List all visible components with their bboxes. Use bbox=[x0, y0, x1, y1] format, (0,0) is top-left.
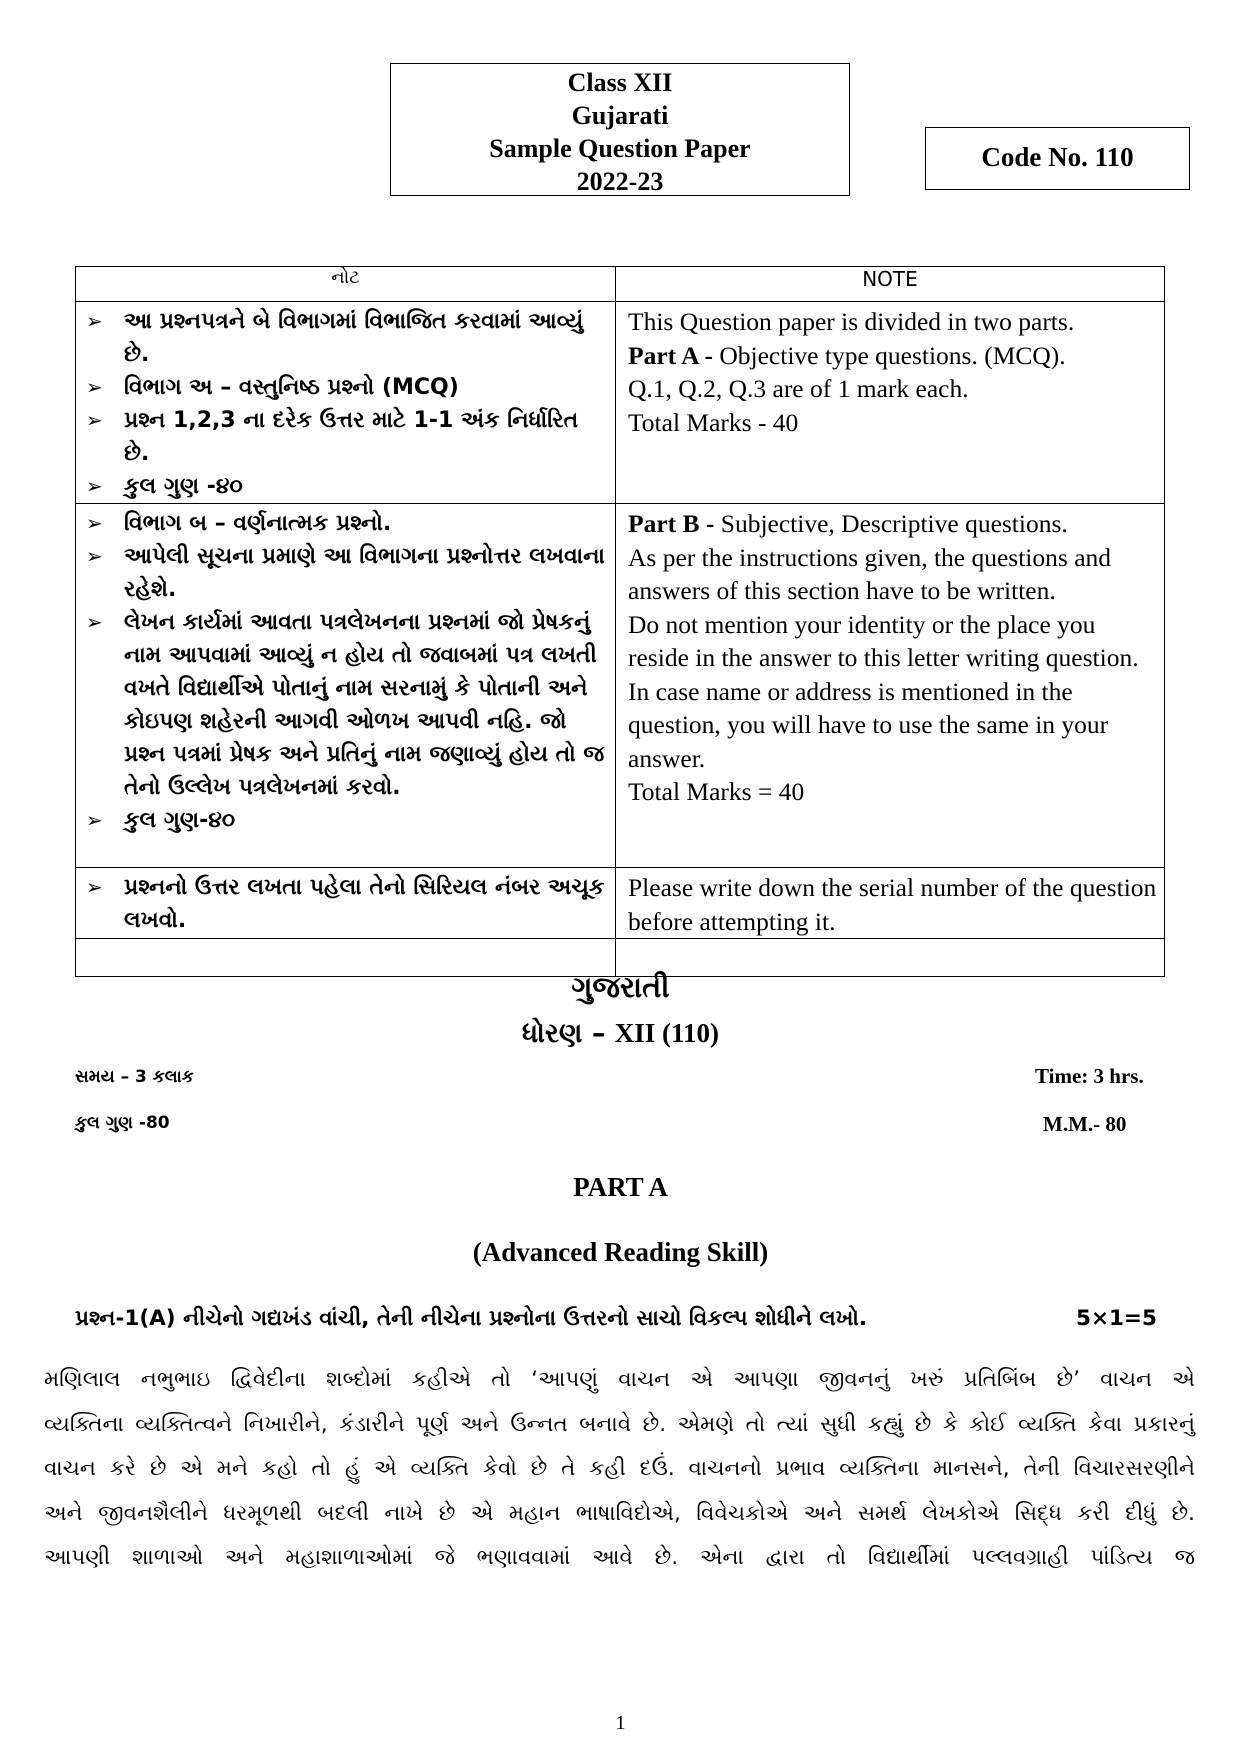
note-line: Do not mention your identity or the place you reside in the answer to this letter writing question. In case name or address is mentioned in the question, you will have to use the same in your answer. bbox=[628, 609, 1139, 773]
bullet-arrow-icon: ➢ bbox=[86, 375, 103, 399]
passage-line: આપણી શાળાઓ અને મહાશાળાઓમાં જે ભણાવવામાં આવે છે. એના દ્વારા તો વિદ્યાર્થીમાં પલ્લવગ્રાહી પાંડિત્ય જ bbox=[44, 1545, 1195, 1570]
bullet-arrow-icon: ➢ bbox=[86, 511, 103, 535]
page-number: 1 bbox=[615, 1712, 626, 1734]
bullet-arrow-icon: ➢ bbox=[86, 610, 103, 634]
note-item: ➢ કુલ ગુણ-૪૦ bbox=[86, 804, 609, 837]
question-marks: 5×1=5 bbox=[1076, 1306, 1157, 1331]
marks-gujarati: કુલ ગુણ -80 bbox=[75, 1113, 170, 1133]
notes-header-english: NOTE bbox=[616, 267, 1165, 302]
passage-line: વાચન કરે છે એ મને કહો તો હું એ વ્યક્તિ કેવો છે તે કહી દઉં. વાચનનો પ્રભાવ વ્યક્તિના માનસને, તેની વિચારસરણીને bbox=[44, 1456, 1195, 1481]
bullet-arrow-icon: ➢ bbox=[86, 474, 103, 498]
note-line: This Question paper is divided in two parts. bbox=[628, 307, 1075, 336]
paper-title-box bbox=[390, 63, 850, 196]
note-line: Q.1, Q.2, Q.3 are of 1 mark each. bbox=[628, 374, 969, 403]
bullet-arrow-icon: ➢ bbox=[86, 408, 103, 432]
note-line: Part A - Objective type questions. (MCQ). bbox=[628, 340, 1066, 370]
notes-cell-english bbox=[616, 868, 1165, 939]
notes-header-row bbox=[76, 267, 1165, 302]
code-number-box bbox=[925, 127, 1190, 190]
bullet-arrow-icon: ➢ bbox=[86, 544, 103, 568]
notes-cell-english bbox=[616, 302, 1165, 504]
notes-header-gujarati: નોટ bbox=[76, 267, 616, 302]
title-line: 2022-23 bbox=[576, 167, 664, 196]
time-gujarati: સમય – 3 કલાક bbox=[75, 1067, 194, 1087]
note-item: ➢ આપેલી સૂચના પ્રમાણે આ વિભાગના પ્રશ્નોત્તર લખવાના રહેશે. bbox=[86, 540, 609, 606]
note-item: ➢ પ્રશ્નનો ઉત્તર લખતા પહેલા તેનો સિરિયલ નંબર અચૂક લખવો. bbox=[86, 871, 609, 937]
note-line: Please write down the serial number of the question before attempting it. bbox=[628, 873, 1157, 936]
note-line: Total Marks - 40 bbox=[628, 407, 799, 437]
passage bbox=[44, 1358, 1195, 1581]
notes-cell-gujarati bbox=[76, 302, 616, 504]
note-item: ➢ પ્રશ્ન 1,2,3 ના દરેક ઉત્તર માટે 1-1 અંક નિર્ધારિત છે. bbox=[86, 404, 609, 470]
title-line: Class XII bbox=[567, 68, 673, 97]
note-line: Total Marks = 40 bbox=[628, 777, 805, 806]
notes-table bbox=[75, 266, 1165, 977]
note-line: As per the instructions given, the questions and answers of this section have to be written. bbox=[628, 542, 1112, 605]
note-line: Part B - Subjective, Descriptive questions. bbox=[628, 509, 1068, 538]
bullet-arrow-icon: ➢ bbox=[86, 808, 103, 832]
note-item: ➢ કુલ ગુણ -૪૦ bbox=[86, 470, 609, 503]
code-number: Code No. 110 bbox=[981, 142, 1134, 172]
title-line: Sample Question Paper bbox=[489, 134, 751, 163]
passage-line: વ્યક્તિના વ્યક્તિત્વને નિખારીને, કંડારીને પૂર્ણ અને ઉન્નત બનાવે છે. એમણે તો ત્યાં સુધી કહ્યું છે કે કોઈ વ્યક્તિ કેવા પ્રકારનું bbox=[44, 1411, 1195, 1437]
subject-title: ગુજરાતી bbox=[571, 970, 670, 1004]
bullet-arrow-icon: ➢ bbox=[86, 875, 103, 899]
notes-row bbox=[76, 504, 1165, 868]
marks-english: M.M.- 80 bbox=[1043, 1112, 1127, 1136]
note-item: ➢ વિભાગ બ – વર્ણનાત્મક પ્રશ્નો. bbox=[86, 507, 609, 540]
bullet-arrow-icon: ➢ bbox=[86, 309, 103, 333]
time-english: Time: 3 hrs. bbox=[1035, 1064, 1144, 1088]
title-line: Gujarati bbox=[571, 101, 669, 130]
notes-cell-gujarati bbox=[76, 504, 616, 868]
notes-cell-gujarati bbox=[76, 868, 616, 939]
question-text: પ્રશ્ન-1(A) નીચેનો ગદ્યખંડ વાંચી, તેની નીચેના પ્રશ્નોના ઉત્તરનો સાચો વિકલ્પ શોધીને લખો. bbox=[75, 1306, 867, 1331]
notes-cell-english bbox=[616, 504, 1165, 868]
note-item: ➢ લેખન કાર્યમાં આવતા પત્રલેખનના પ્રશ્નમાં જો પ્રેષકનું નામ આપવામાં આવ્યું ન હોય તો જવાબમાં પત્ર લખતી વખતે વિદ્યાર્થીએ પોતાનું નામ સરનામું કે પોતાની અને કોઇપણ શહેરની આગવી ઓળખ આપવી નહિ. જો પ્રશ્ન પત્રમાં પ્રેષક અને પ્રતિનું નામ જણાવ્યું હોય તો જ તેનો ઉલ્લેખ પત્રલેખનમાં કરવો. bbox=[86, 606, 609, 804]
notes-row bbox=[76, 868, 1165, 939]
note-item: ➢ વિભાગ અ – વસ્તુનિષ્ઠ પ્રશ્નો (MCQ) bbox=[86, 371, 609, 404]
passage-line: અને જીવનશૈલીને ધરમૂળથી બદલી નાખે છે એ મહાન ભાષાવિદોએ, વિવેચકોએ અને સમર્થ લેખકોએ સિદ્ધ કરી દીધું છે. bbox=[44, 1500, 1195, 1526]
passage-line: મણિલાલ નભુભાઇ દ્વિવેદીના શબ્દોમાં કહીએ તો ‘આપણું વાચન એ આપણા જીવનનું ખરું પ્રતિબિંબ છે’ વાચન એ bbox=[44, 1367, 1195, 1392]
notes-row bbox=[76, 302, 1165, 504]
class-heading: ધોરણ – XII (110) bbox=[521, 1018, 720, 1049]
part-title: PART A bbox=[573, 1172, 668, 1202]
note-item: ➢ આ પ્રશ્નપત્રને બે વિભાગમાં વિભાજિત કરવામાં આવ્યું છે. bbox=[86, 305, 609, 371]
part-subtitle: (Advanced Reading Skill) bbox=[472, 1237, 769, 1267]
